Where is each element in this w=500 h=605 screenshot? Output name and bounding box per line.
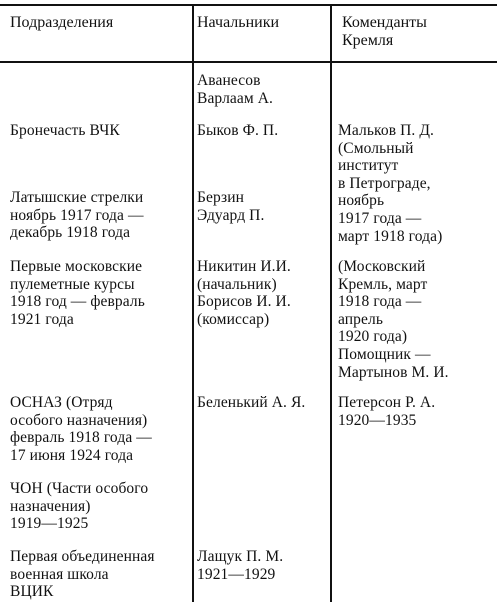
row-7-unit: Первая объединенная военная школа ВЦИК <box>10 548 155 601</box>
column-divider-2 <box>330 4 332 602</box>
row-4-commandant: (Московский Кремль, март 1918 года — апрель 1920 года) Помощник — Мартынов М. И. <box>338 258 449 381</box>
row-1-chief: Аванесов Варлаам А. <box>197 72 274 107</box>
table-top-rule <box>0 4 497 6</box>
row-5-chief: Беленький А. Я. <box>197 394 306 411</box>
row-4-unit: Первые московские пулеметные курсы 1918 год — февраль 1921 года <box>10 258 145 328</box>
header-commandants: Коменданты Кремля <box>342 14 427 49</box>
row-3-chief: Берзин Эдуард П. <box>197 189 265 224</box>
header-chiefs: Начальники <box>197 14 280 31</box>
row-6-unit: ЧОН (Части особого назначения) 1919—1925 <box>10 480 149 533</box>
row-2-unit: Бронечасть ВЧК <box>10 122 120 139</box>
row-5-commandant: Петерсон Р. А. 1920—1935 <box>338 394 436 429</box>
table-header-rule <box>0 61 497 63</box>
row-2-chief: Быков Ф. П. <box>197 122 279 139</box>
row-3-unit: Латышские стрелки ноябрь 1917 года — декабрь 1918 года <box>10 189 144 242</box>
header-units: Подразделения <box>10 14 114 31</box>
row-5-unit: ОСНАЗ (Отряд особого назначения) февраль 1918 года — 17 июня 1924 года <box>10 394 152 464</box>
row-7-chief: Лащук П. М. 1921—1929 <box>197 548 284 583</box>
row-2-commandant: Мальков П. Д. (Смольный институт в Петрограде, ноябрь 1917 года — март 1918 года) <box>338 122 443 245</box>
column-divider-1 <box>192 4 194 602</box>
row-4-chief: Никитин И.И. (начальник) Борисов И. И. (комиссар) <box>197 258 291 328</box>
